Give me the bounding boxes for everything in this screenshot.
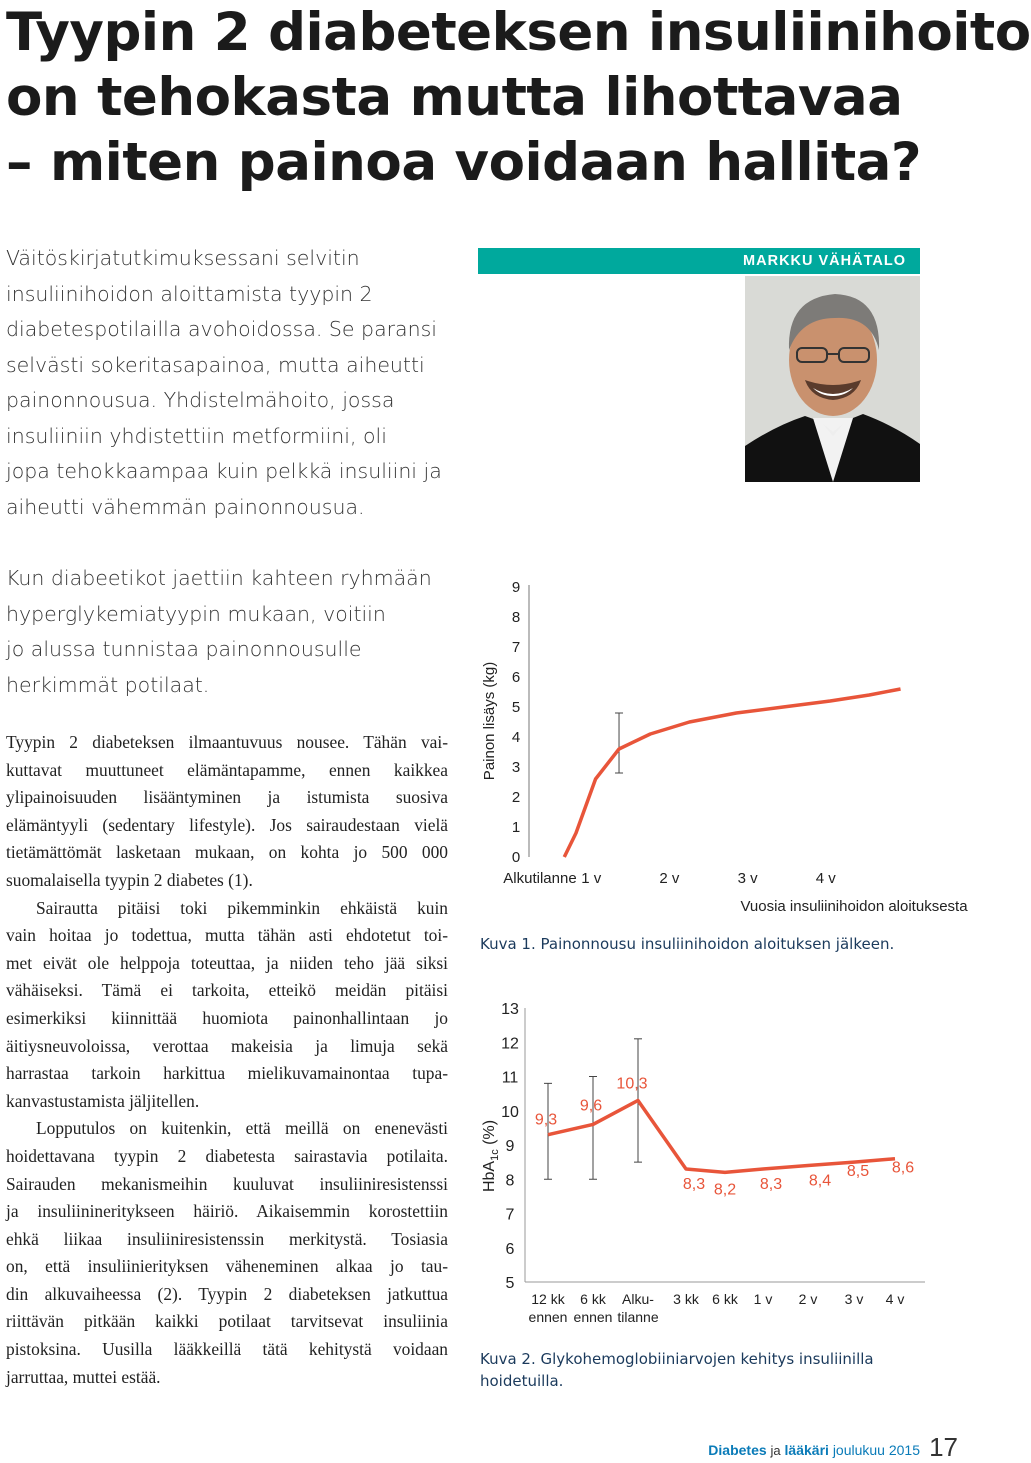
footer-issue: joulukuu 2015 [832, 1442, 920, 1458]
body-line: Tyypin 2 diabeteksen ilmaantuvuus nousee. Tähän vai- [6, 732, 448, 752]
body-line: din alkuvaiheessa (2). Tyypin 2 diabeteksen jatkuttua [6, 1283, 448, 1304]
hba1c-chart [470, 996, 930, 1328]
body-text [6, 729, 448, 1391]
footer-brand-ja: ja [770, 1443, 781, 1458]
x-tick-label: 12 kk [531, 1291, 565, 1307]
y-tick-label: 11 [501, 1069, 519, 1087]
body-line: Sairauden mekanismeihin kuuluvat insuliiniresistenssi [6, 1173, 448, 1194]
x-tick-label: 3 v [737, 870, 758, 887]
x-tick-label: 3 v [844, 1291, 864, 1307]
body-line: on, että insuliinierityksen väheneminen alkaa jo tau- [6, 1256, 448, 1277]
article-title [6, 0, 1031, 195]
y-tick-label: 9 [505, 1138, 515, 1155]
body-line: esimerkiksi kiinnittää huomiota painonhallintaan jo [6, 1007, 448, 1028]
footer-publication [708, 1442, 920, 1458]
x-tick-label: ennen [528, 1309, 568, 1325]
data-label: 8,5 [846, 1163, 870, 1181]
body-line: kanvastustamista jäljitellen. [6, 1090, 200, 1111]
y-tick-label: 8 [511, 609, 521, 626]
x-tick-label: 1 v [753, 1291, 773, 1307]
y-tick-label: 2 [511, 789, 521, 806]
data-label: 8,3 [682, 1175, 706, 1193]
y-tick-label: 7 [511, 639, 521, 656]
lead-line: herkimmät potilaat. [6, 672, 210, 697]
x-tick-label: ennen [573, 1309, 613, 1325]
lead-line: jo alussa tunnistaa painonnousulle [6, 637, 362, 661]
lead-line: Väitöskirjatutkimuksessani selvitin [6, 246, 360, 270]
x-tick-label: 2 v [798, 1291, 818, 1307]
y-axis-label: HbA$_{1c}$ (%) [481, 1119, 501, 1193]
body-line: Lopputulos on kuitenkin, että meillä on enenevästi [36, 1118, 448, 1139]
y-axis-label: Painon lisäys (kg) [481, 661, 498, 781]
lead-line: diabetespotilailla avohoidossa. Se paransi [6, 317, 437, 341]
figure-2-caption: Kuva 2. Glykohemoglobiiniarvojen kehitys insuliinilla hoidetuilla. [480, 1350, 874, 1390]
lead-line: Kun diabeetikot jaettiin kahteen ryhmään [6, 566, 432, 590]
weight-gain-chart [470, 575, 968, 920]
y-tick-label: 7 [505, 1206, 515, 1224]
y-tick-label: 10 [501, 1103, 519, 1121]
x-tick-label: 3 kk [673, 1291, 699, 1307]
title-line: Tyypin 2 diabeteksen insuliinihoito [6, 2, 1031, 63]
body-line: Sairautta pitäisi toki pikemminkin ehkäistä kuin [36, 897, 448, 918]
y-tick-label: 9 [511, 579, 521, 596]
y-tick-label: 5 [511, 699, 521, 716]
author-photo [745, 276, 920, 482]
body-line: kuttavat muuttuneet elämäntapamme, ennen kaikkea [6, 759, 448, 780]
page-number: 17 [929, 1432, 958, 1462]
data-label: 8,3 [759, 1175, 783, 1193]
lead-paragraph-2 [6, 561, 456, 703]
y-tick-label: 12 [501, 1035, 519, 1053]
data-label: 9,6 [579, 1097, 603, 1115]
y-tick-label: 3 [511, 759, 521, 776]
series-line [564, 689, 900, 857]
data-label: 8,6 [891, 1159, 915, 1177]
x-tick-label: Alku- [622, 1291, 654, 1307]
x-tick-label: Alkutilanne [503, 870, 577, 887]
y-tick-label: 13 [501, 1001, 519, 1018]
body-line: vain hoitaa jo todettua, mutta tähän asti ehdotetut toi- [6, 925, 448, 946]
footer-brand-laakari: lääkäri [784, 1442, 829, 1458]
y-tick-label: 0 [511, 849, 521, 866]
body-line: pistoksina. Uusilla lääkkeillä tätä kehitystä voidaan [6, 1339, 448, 1360]
author-name: MARKKU VÄHÄTALO [478, 248, 920, 274]
body-line: suomalaisella tyypin 2 diabetes (1). [6, 869, 253, 890]
lead-line: insuliiniin yhdistettiin metformiini, oli [6, 423, 387, 448]
x-tick-label: 2 v [659, 870, 680, 887]
x-tick-label: tilanne [617, 1309, 659, 1325]
x-tick-label: 4 v [885, 1291, 905, 1307]
page-footer [600, 1432, 960, 1462]
body-line: ehkä liikaa insuliiniresistenssin merkitystä. Tosiasia [6, 1228, 448, 1249]
body-line: tietämättömät lasketaan mukaan, on kohta jo 500 000 [6, 842, 448, 863]
data-label: 8,4 [808, 1172, 832, 1190]
y-tick-label: 8 [505, 1172, 515, 1190]
x-tick-label: 4 v [815, 870, 836, 887]
x-tick-label: 6 kk [712, 1291, 738, 1307]
data-label: 9,3 [534, 1111, 558, 1129]
body-line: harrastaa tarkoin harkittua mielikuvamainontaa tupa- [6, 1063, 448, 1084]
body-line: riittävän pitkään kaikki potilaat tarvitsevat insuliinia [6, 1311, 448, 1332]
y-tick-label: 6 [505, 1240, 515, 1258]
lead-paragraph [6, 241, 456, 525]
figure-1-caption: Kuva 1. Painonnousu insuliinihoidon aloituksen jälkeen. [480, 935, 895, 953]
body-line: ylipainoisuuden lisääntyminen ja istumista suosiva [6, 787, 448, 808]
body-line: äitiysneuvoloissa, verottaa makeisia ja limuja sekä [6, 1035, 448, 1056]
lead-line: selvästi sokeritasapainoa, mutta aiheutti [6, 352, 425, 377]
body-line: elämäntyyli (sedentary lifestyle). Jos sairaudestaan vielä [6, 814, 448, 835]
y-tick-label: 6 [511, 669, 521, 686]
lead-line: insuliinihoidon aloittamista tyypin 2 [6, 281, 373, 306]
lead-line: jopa tehokkaampaa kuin pelkkä insuliini ja [6, 459, 442, 483]
x-tick-label: 1 v [581, 870, 602, 887]
body-line: ja insuliinineritykseen häiriö. Aikaisemmin korostettiin [6, 1201, 448, 1222]
x-axis-label: Vuosia insuliinihoidon aloituksesta [740, 898, 968, 915]
y-tick-label: 1 [511, 819, 521, 836]
body-line: vähäiseksi. Tämä ei tarkoita, etteikö meidän pitäisi [6, 980, 448, 1001]
footer-brand-diabetes: Diabetes [708, 1442, 767, 1458]
lead-line: painonnousua. Yhdistelmähoito, jossa [6, 388, 395, 412]
data-label: 8,2 [713, 1181, 737, 1199]
x-tick-label: 6 kk [580, 1291, 606, 1307]
y-tick-label: 5 [505, 1275, 515, 1292]
lead-line: aiheutti vähemmän painonnousua. [6, 494, 365, 519]
body-line: jarruttaa, muttei estää. [6, 1366, 161, 1387]
data-label: 10,3 [616, 1075, 648, 1093]
title-line: on tehokasta mutta lihottavaa [6, 67, 903, 128]
lead-line: hyperglykemiatyypin mukaan, voitiin [6, 601, 386, 626]
body-line: hoidettavana tyypin 2 diabetesta sairastavia potilaita. [6, 1145, 448, 1166]
body-line: met eivät ole helppoja toteuttaa, ja niiden teho jää siksi [6, 952, 448, 973]
y-tick-label: 4 [511, 729, 521, 746]
title-line: – miten painoa voidaan hallita? [6, 132, 922, 193]
